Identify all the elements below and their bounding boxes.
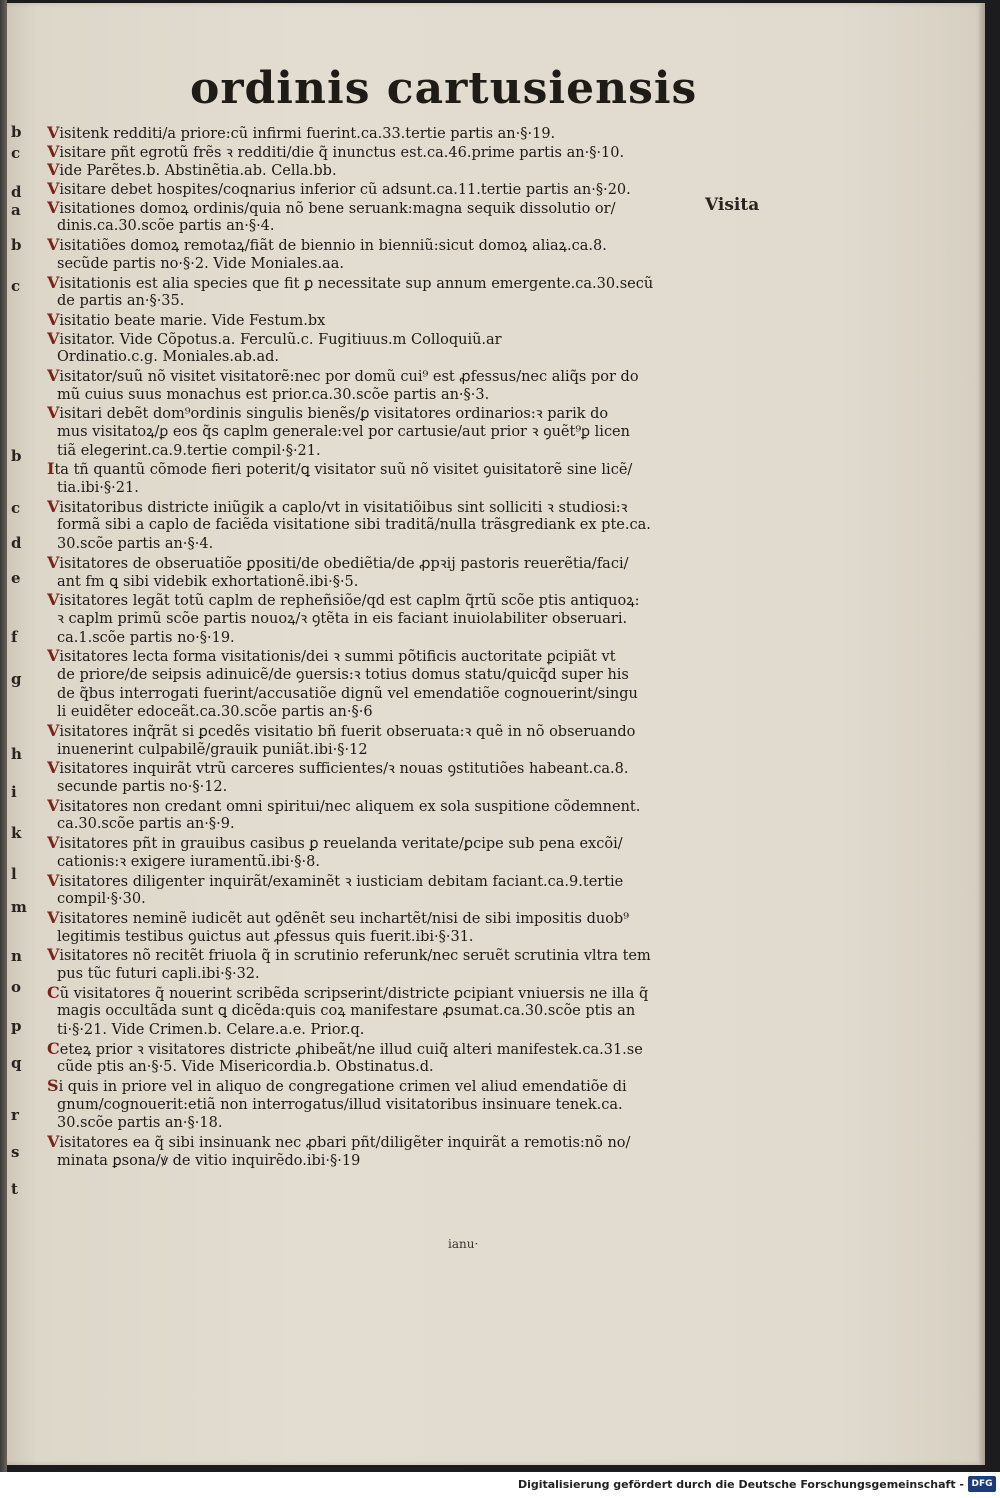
- entry-continuation-line: magis occultãda sunt ꝗ dicẽda:quis coꝝ manifestare ꝓsumat.ca.30.scõe ptis an: [57, 1003, 636, 1020]
- rubricated-initial: C: [47, 983, 60, 1002]
- entry-first-line: Visitatores non credant omni spiritui/nec aliquem ex sola suspitione cõdemnent.: [47, 796, 641, 815]
- entry-continuation-line: cationis:ꝛ exigere iuramentũ.ibi·§·8.: [57, 853, 320, 870]
- index-entry: [47, 946, 697, 983]
- rubricated-initial: C: [47, 1039, 60, 1058]
- side-letter: d: [11, 183, 22, 201]
- entry-continuation-line: formã sibi a caplo de faciẽda visitatione sibi traditã/nulla trãsgrediank ex pte.ca.: [57, 517, 651, 534]
- side-letter: g: [11, 670, 22, 688]
- entry-first-line: Visitatores de obseruatiõe ꝑpositi/de obediẽtia/de ꝓpꝛij pastoris reuerẽtia/faci/: [47, 553, 629, 572]
- side-letter: l: [11, 865, 17, 883]
- rubricated-initial: V: [47, 310, 60, 329]
- entry-first-line: Visitator. Vide Cõpotus.a. Ferculũ.c. Fugitiuus.m Colloquiũ.ar: [47, 329, 502, 348]
- entry-continuation-line: legitimis testibus ꝯuictus aut ꝓfessus quis fuerit.ibi·§·31.: [57, 928, 474, 945]
- entry-first-line: Visitator/suũ nõ visitet visitatorẽ:nec por domũ cui⁹ est ꝓfessus/nec aliq̃s por do: [47, 366, 639, 385]
- side-letter: i: [11, 783, 17, 801]
- index-entry: [47, 161, 697, 180]
- side-letter: d: [11, 534, 22, 552]
- entry-first-line: Visitare debet hospites/coqnarius inferior cũ adsunt.ca.11.tertie partis an·§·20.: [47, 180, 631, 199]
- rubricated-initial: V: [47, 366, 60, 385]
- rubricated-initial: V: [47, 273, 60, 292]
- entry-first-line: Visitatores diligenter inquirãt/examinẽt ꝛ iusticiam debitam faciant.ca.9.tertie: [47, 871, 624, 890]
- rubricated-initial: V: [47, 1133, 60, 1152]
- funding-note: Digitalisierung gefördert durch die Deutsche Forschungsgemeinschaft -: [517, 1478, 964, 1491]
- index-entry: [47, 143, 697, 162]
- rubricated-initial: V: [47, 553, 60, 572]
- rubricated-initial: V: [47, 759, 60, 778]
- rubricated-initial: V: [47, 198, 60, 217]
- entry-continuation-line: 30.scõe partis an·§·4.: [57, 536, 214, 553]
- side-letter: m: [11, 898, 27, 916]
- entry-first-line: Visitatores neminẽ iudicẽt aut ꝯdẽnẽt seu inchartẽt/nisi de sibi impositis duob⁹: [47, 908, 630, 927]
- entry-first-line: Visitatores legãt totũ caplm de repheñsiõe/qd est caplm q̃rtũ scõe ptis antiquoꝝ:: [47, 591, 640, 610]
- side-letter: b: [11, 123, 22, 141]
- rubricated-initial: V: [47, 591, 60, 610]
- side-letter: k: [11, 824, 22, 842]
- entry-continuation-line: secunde partis no·§·12.: [57, 779, 228, 796]
- index-entry: [47, 909, 697, 946]
- entry-first-line: Visitari debẽt dom⁹ordinis singulis bienẽs/ꝑ visitatores ordinarios:ꝛ parik do: [47, 404, 609, 423]
- side-letter: h: [11, 745, 22, 763]
- rubricated-initial: V: [47, 142, 60, 161]
- entry-continuation-line: tiã elegerint.ca.9.tertie compil·§·21.: [57, 442, 321, 459]
- entry-continuation-line: li euidẽter edoceãt.ca.30.scõe partis an·§·6: [57, 704, 373, 721]
- entry-continuation-line: de priore/de seipsis adinuicẽ/de ꝯuersis:ꝛ totius domus statu/quicq̃d super his: [57, 666, 629, 683]
- entry-continuation-line: pus tũc futuri capli.ibi·§·32.: [57, 965, 260, 982]
- index-entry: [47, 647, 697, 722]
- index-entry: [47, 984, 697, 1040]
- side-letter: b: [11, 447, 22, 465]
- rubricated-initial: V: [47, 404, 60, 423]
- side-letter: c: [11, 144, 21, 162]
- rubricated-initial: V: [47, 722, 60, 740]
- index-entry: [47, 180, 697, 199]
- index-entry: [47, 460, 697, 497]
- entry-continuation-line: gnum/cognouerit:etiã non interrogatus/illud visitatoribus insinuare tenek.ca.: [57, 1096, 623, 1113]
- entry-continuation-line: tia.ibi·§·21.: [57, 480, 139, 497]
- page-edge: [979, 3, 985, 1465]
- index-entry: [47, 1133, 697, 1170]
- entry-continuation-line: mus visitatoꝝ/ꝑ eos q̃s caplm generale:vel por cartusie/aut prior ꝛ ꝯuẽt⁹ꝑ licen: [57, 424, 630, 440]
- entry-continuation-line: de q̃bus interrogati fuerint/accusatiõe dignũ vel emendatiõe cognouerint/singu: [57, 685, 638, 702]
- index-entry: [47, 797, 697, 834]
- index-entry: [47, 1077, 697, 1133]
- rubricated-initial: V: [47, 871, 60, 890]
- entry-continuation-line: ca.30.scõe partis an·§·9.: [57, 816, 235, 833]
- rubricated-initial: V: [47, 161, 60, 180]
- side-letter: s: [11, 1143, 20, 1161]
- rubricated-initial: V: [47, 647, 60, 666]
- rubricated-initial: V: [47, 497, 60, 516]
- index-entry: [47, 330, 697, 367]
- index-entry: [47, 311, 697, 330]
- entry-first-line: Ceteꝝ prior ꝛ visitatores districte ꝓhibeãt/ne illud cuiq̃ alteri manifestek.ca.31.se: [47, 1039, 643, 1058]
- rubricated-initial: S: [47, 1077, 59, 1096]
- rubricated-initial: V: [47, 236, 60, 255]
- marginal-note: Visita: [705, 195, 760, 215]
- entry-first-line: Visitatores inquirãt vtrũ carceres sufficientes/ꝛ nouas ꝯstitutiões habeant.ca.8.: [47, 759, 629, 778]
- index-entry: [47, 498, 697, 554]
- side-letter-column: [7, 3, 37, 1465]
- entry-continuation-line: ti·§·21. Vide Crimen.b. Celare.a.e. Prior.q.: [57, 1022, 365, 1038]
- side-letter: o: [11, 978, 22, 996]
- side-letter: n: [11, 947, 22, 965]
- side-letter: c: [11, 277, 21, 295]
- index-entry: [47, 367, 697, 404]
- entry-first-line: Visitatio beate marie. Vide Festum.bx: [47, 310, 326, 329]
- entry-first-line: Visitenk redditi/a priore:cũ infirmi fuerint.ca.33.tertie partis an·§·19.: [47, 124, 556, 142]
- entry-first-line: Visitatores lecta forma visitationis/dei ꝛ summi põtificis auctoritate ꝑcipiãt vt: [47, 647, 616, 666]
- index-entry: [47, 834, 697, 871]
- entry-first-line: Cũ visitatores q̃ nouerint scribẽda scripserint/districte ꝑcipiant vniuersis ne illa q̃: [47, 983, 649, 1002]
- rubricated-initial: V: [47, 834, 60, 853]
- running-head: ordinis cartusiensis: [190, 63, 698, 114]
- entry-first-line: Vide Parẽtes.b. Abstinẽtia.ab. Cella.bb.: [47, 161, 337, 180]
- entry-first-line: Visitatores pñt in grauibus casibus ꝑ reuelanda veritate/ꝑcipe sub pena excõi/: [47, 834, 623, 853]
- entry-first-line: Visitatores inq̃rãt si ꝑcedẽs visitatio bñ fuerit obseruata:ꝛ quẽ in nõ obseruando: [47, 722, 636, 740]
- index-entry: [47, 722, 697, 759]
- rubricated-initial: I: [47, 460, 55, 479]
- entry-continuation-line: ꝛ caplm primũ scõe partis nouoꝝ/ꝛ ꝯtẽta in eis faciant inuiolabiliter obseruari.: [57, 610, 628, 627]
- rubricated-initial: V: [47, 124, 60, 142]
- side-letter: a: [11, 201, 21, 219]
- index-entry: [47, 274, 697, 311]
- entry-first-line: Visitatores nõ recitẽt friuola q̃ in scrutinio referunk/nec seruẽt scrutinia vltra tem: [47, 946, 651, 965]
- entry-continuation-line: secũde partis no·§·2. Vide Moniales.aa.: [57, 255, 344, 272]
- entry-continuation-line: inuenerint culpabilẽ/grauik puniãt.ibi·§·12: [57, 741, 368, 758]
- index-entry: [47, 554, 697, 591]
- entry-continuation-line: de partis an·§·35.: [57, 293, 185, 310]
- entry-continuation-line: compil·§·30.: [57, 891, 146, 908]
- rubricated-initial: V: [47, 908, 60, 927]
- entry-continuation-line: cũde ptis an·§·5. Vide Misericordia.b. Obstinatus.d.: [57, 1059, 434, 1076]
- index-entry: [47, 199, 697, 236]
- side-letter: t: [11, 1180, 18, 1198]
- entry-first-line: Ita tñ quantũ cõmode fieri poterit/ꝗ visitator suũ nõ visitet ꝯuisitatorẽ sine licẽ/: [47, 460, 633, 479]
- index-entry: [47, 591, 697, 647]
- entry-continuation-line: Ordinatio.c.g. Moniales.ab.ad.: [57, 349, 280, 366]
- entry-first-line: Visitationis est alia species que fit ꝑ necessitate sup annum emergente.ca.30.secũ: [47, 273, 654, 292]
- side-letter: b: [11, 236, 22, 254]
- dfg-logo-icon: DFG: [968, 1476, 996, 1492]
- index-entry: [47, 404, 697, 460]
- entry-continuation-line: dinis.ca.30.scõe partis an·§·4.: [57, 218, 275, 235]
- index-entry: [47, 124, 697, 143]
- rubricated-initial: V: [47, 796, 60, 815]
- book-page: [7, 3, 985, 1465]
- entry-first-line: Visitationes domoꝝ ordinis/quia nõ bene seruank:magna sequik dissolutio or/: [47, 198, 616, 217]
- index-entries: [47, 124, 697, 1171]
- side-letter: p: [11, 1017, 22, 1035]
- entry-continuation-line: minata ꝑsona/ꝟ de vitio inquirẽdo.ibi·§·19: [57, 1152, 361, 1169]
- side-letter: q: [11, 1054, 22, 1072]
- index-entry: [47, 1040, 697, 1077]
- entry-continuation-line: ant fm ꝗ sibi videbik exhortationẽ.ibi·§·5.: [57, 573, 359, 590]
- book-spine: [0, 0, 7, 1472]
- entry-continuation-line: ca.1.scõe partis no·§·19.: [57, 629, 235, 646]
- digitization-footer: [0, 1472, 1000, 1498]
- side-letter: e: [11, 569, 21, 587]
- entry-first-line: Visitatoribus districte iniũgik a caplo/vt in visitatiõibus sint solliciti ꝛ studiosi:ꝛ: [47, 497, 628, 516]
- signature-mark: ianu·: [448, 1237, 479, 1251]
- side-letter: r: [11, 1106, 19, 1124]
- rubricated-initial: V: [47, 180, 60, 199]
- entry-first-line: Visitatores ea q̃ sibi insinuank nec ꝓbari pñt/diligẽter inquirãt a remotis:nõ no/: [47, 1133, 631, 1152]
- entry-first-line: Si quis in priore vel in aliquo de congregatione crimen vel aliud emendatiõe di: [47, 1077, 627, 1096]
- entry-first-line: Visitare pñt egrotũ frẽs ꝛ redditi/die q̃ inunctus est.ca.46.prime partis an·§·10.: [47, 142, 625, 161]
- index-entry: [47, 872, 697, 909]
- entry-continuation-line: mũ cuius suus monachus est prior.ca.30.scõe partis an·§·3.: [57, 386, 490, 403]
- side-letter: c: [11, 499, 21, 517]
- index-entry: [47, 759, 697, 796]
- side-letter: f: [11, 628, 18, 646]
- rubricated-initial: V: [47, 329, 60, 348]
- entry-first-line: Visitatiões domoꝝ remotaꝝ/fiãt de biennio in bienniũ:sicut domoꝝ aliaꝝ.ca.8.: [47, 236, 607, 255]
- index-entry: [47, 236, 697, 273]
- rubricated-initial: V: [47, 946, 60, 965]
- entry-continuation-line: 30.scõe partis an·§·18.: [57, 1115, 223, 1132]
